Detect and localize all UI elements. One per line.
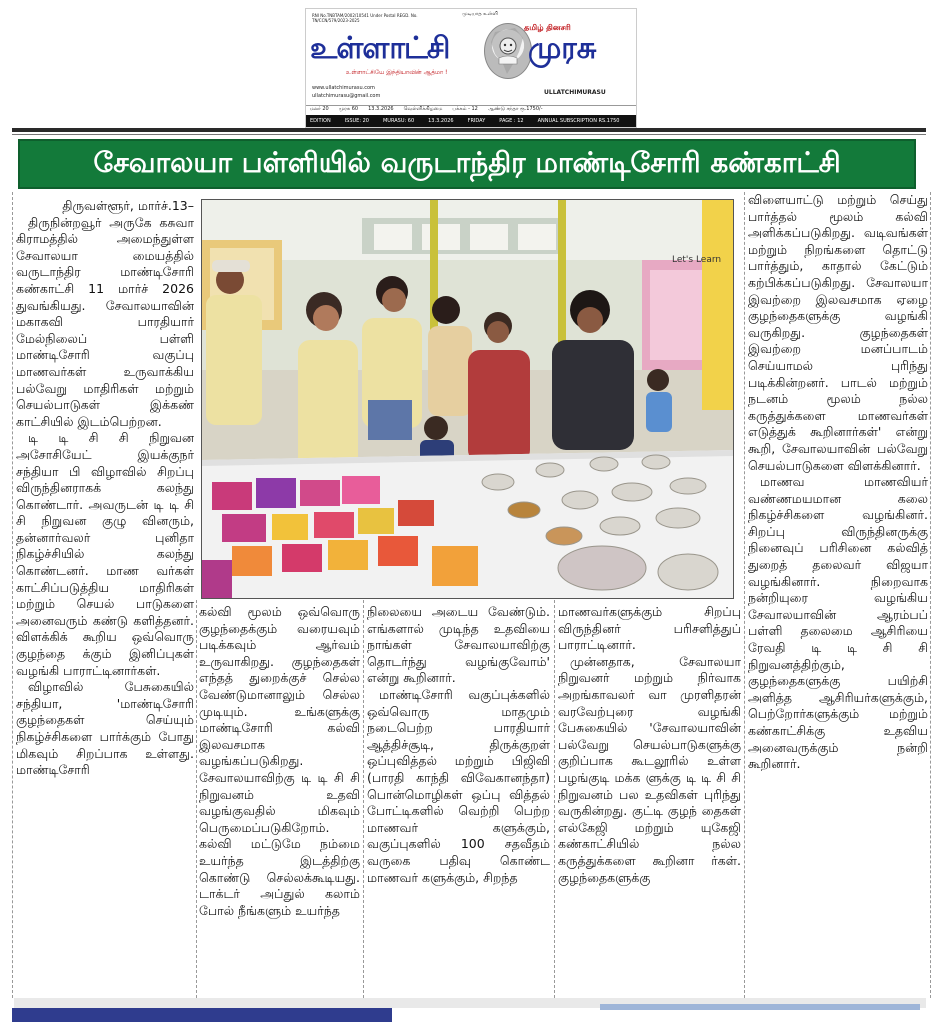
info-day: FRIDAY bbox=[467, 118, 486, 124]
article-paragraph: கல்வி மூலம் ஒவ்வொரு குழந்தைக்கும் வரையவும் படிக்கவும் ஆர்வம் உருவாகிறது. குழந்தைகள் எந்தத் துறைக்குச் செல்ல வேண்டுமானாலும் செல்ல முடியும். உங்களுக்கு மாண்டிசோரி கல்வி இலவசமாக வழங்கப்படுகிறது. சேவாலயாவிற்கு டி டி சி சி நிறுவனம் உதவி வழங்குவதில் மிகவும் பெருமைப்படுகிறோம். கல்வி மட்டுமே நம்மை உயர்ந்த இடத்திற்கு கொண்டு செல்லக்கூடியது. டாக்டர் அப்துல் கலாம் போல் நீங்களும் உயர்ந்த bbox=[199, 604, 360, 918]
article-photo bbox=[201, 199, 734, 599]
article-paragraph: மாணவர்களுக்கும் சிறப்பு விருந்தினர் பரிசளித்துப் பாராட்டினார். bbox=[558, 604, 741, 653]
masthead-title-right: முரசு bbox=[528, 31, 597, 66]
article-paragraph: மாணவ மாணவியர் வண்ணமயமான கலை நிகழ்ச்சிகளை வழங்கினர். சிறப்பு விருந்தினருக்கு நினைவுப் பரிசினை கல்வித் துறைத் தலைவர் விஜயா வழங்கினார். நிறைவாக நன்றியுரை வழங்கிய சேவாலயாவின் ஆரம்பப் பள்ளி தலைமை ஆசிரியை ரேவதி டி டி சி சி நிறுவனத்திற்கும், குழந்தைகளுக்கு பயிற்சி அளித்த ஆசிரியர்களுக்கும், பெற்றோர்களுக்கும் மற்றும் கண்காட்சிக்கு உதவிய அனைவருக்கும் நன்றி கூறினார். bbox=[748, 474, 928, 772]
article-dateline: திருவள்ளூர், மார்ச்.13– bbox=[62, 198, 194, 213]
article-paragraph: விளையாட்டு மற்றும் செய்து பார்த்தல் மூலம் கல்வி அளிக்கப்படுகிறது. வடிவங்கள் மற்றும் நிறங்களை தொட்டு பார்த்தும், காதால் கேட்டும் கற்பிக்கப்படுகிறது. சேவாலயா இவற்றை இலவசமாக ஏழை குழந்தைகளுக்கு வழங்கி வருகிறது. குழந்தைகள் இவற்றை மனப்பாடம் செய்யாமல் புரிந்து படிக்கின்றனர். பாடல் மற்றும் நடனம் மூலம் நல்ல கருத்துக்களை மாணவர்கள் எடுத்துக் கூறினார்கள்' என்று கூறி, சேவாலயாவின் பல்வேறு செயல்பாடுகளை விளக்கினார். bbox=[748, 192, 928, 473]
masthead-website: www.ullatchimurasu.com bbox=[312, 85, 375, 91]
masthead-info-row-english bbox=[306, 115, 636, 127]
info-page: PAGE : 12 bbox=[499, 118, 524, 124]
article-paragraph: டி டி சி சி நிறுவன அசோசியேட் இயக்குநர் சந்தியா பி விழாவில் சிறப்பு விருந்தினராகக் கலந்து கொண்டார். அவருடன் டி டி சி சி நிறுவன குழு வினரும், தன்னார்வலர் புனிதா நிகழ்ச்சியில் கலந்து கொண்டனர். மாண வர்கள் காட்சிப்படுத்திய மாதிரிகள் மற்றும் செயல் பாடுகளை அனைவரும் கண்டு களித்தனர். விளக்கிக் கூறிய ஒவ்வொரு குழந்தை க்கும் இனிப்புகள் வழங்கி பாராட்டினார்கள். bbox=[16, 430, 194, 678]
india-map-emblem-icon bbox=[485, 24, 531, 78]
top-rule-thin bbox=[12, 134, 926, 135]
info-date: 13.3.2026 bbox=[428, 118, 454, 124]
info-issue: ISSUE: 20 bbox=[344, 118, 369, 124]
masthead-info-row-tamil bbox=[306, 105, 636, 114]
column-separator bbox=[12, 192, 13, 998]
column-separator bbox=[554, 600, 555, 998]
photo-banner-text: Let's Learn bbox=[672, 255, 722, 265]
info-murasu: MURASU: 60 bbox=[382, 118, 415, 124]
info-edition: EDITION bbox=[310, 118, 331, 124]
article-column-4 bbox=[558, 604, 741, 886]
masthead bbox=[305, 8, 637, 128]
bottom-advert-strip bbox=[12, 1008, 392, 1022]
info-day-ta: வெள்ளிக்கிழமை bbox=[403, 106, 443, 112]
column-separator bbox=[196, 600, 197, 998]
article-column-3 bbox=[367, 604, 550, 886]
info-subscription-ta: ஆண்டு சந்தா ரூ.1750/- bbox=[487, 106, 543, 112]
newspaper-portrait-logo-icon bbox=[484, 23, 532, 79]
article-headline: சேவாலயா பள்ளியில் வருடாந்திர மாண்டிசோரி கண்காட்சி bbox=[18, 139, 916, 189]
column-separator bbox=[363, 600, 364, 998]
article-paragraph: விழாவில் பேசுகையில் சந்தியா, 'மாண்டிசோரி குழந்தைகள் செய்யும் நிகழ்ச்சிகளை பார்க்கும் போது மிகவும் சிறப்பாக உள்ளது. மாண்டிசோரி bbox=[16, 679, 194, 778]
masthead-registration: RNI No.TNBTAM/2002/10541 Under Postal REGD. No. TN/CCN/579/2023-2025 bbox=[312, 13, 418, 23]
masthead-title-left: உள்ளாட்சி bbox=[310, 31, 450, 66]
masthead-slogan-top: முடியாத உள்ளி bbox=[462, 11, 498, 17]
info-page-ta: பக்கம் - 12 bbox=[452, 106, 478, 112]
masthead-tagline: உள்ளாட்சியே இந்தியாவின் ஆத்மா ! bbox=[346, 69, 448, 76]
article-paragraph: முன்னதாக, சேவாலயா நிறுவனர் மற்றும் நிர்வாக அறங்காவலர் வா முரளிதரன் வரவேற்புரை வழங்கி பேசுகையில் 'சேவாலயாவின் பல்வேறு செயல்பாடுகளுக்கு குறிப்பாக கூடலூரில் உள்ள பழங்குடி மக்க ளுக்கு டி டி சி சி நிறுவனம் பல உதவிகள் புரிந்து வருகின்றது. குட்டி குழந் தைகள் எல்கேஜி மற்றும் யுகேஜி கண்காட்சியில் நல்ல கருத்துக்களை கூறினா ர்கள். குழந்தைகளுக்கு bbox=[558, 653, 741, 885]
bottom-strip bbox=[600, 1004, 920, 1010]
masthead-brand: ULLATCHIMURASU bbox=[544, 89, 606, 96]
article-column-2 bbox=[199, 604, 360, 919]
exhibition-photo bbox=[202, 200, 733, 598]
article-paragraph: மாண்டிசோரி வகுப்புக்களில் ஒவ்வொரு மாதமும் நடைபெற்ற பாரதியார் ஆத்திச்சூடி, திருக்குறள் ஒப்புவித்தல் மற்றும் பிஜிவி (பாரதி காந்தி விவேகானந்தா) பொன்மொழிகள் ஒப்பு வித்தல் போட்டிகளில் வெற்றி பெற்ற மாணவர் களுக்கும், வகுப்புகளில் 100 சதவீதம் வருகை பதிவு கொண்ட மாணவர் களுக்கும், சிறந்த bbox=[367, 686, 550, 885]
masthead-email: ullatchimurasu@gmail.com bbox=[312, 93, 381, 99]
column-separator bbox=[930, 192, 931, 998]
top-rule bbox=[12, 128, 926, 132]
info-subscription: ANNUAL SUBSCRIPTION RS.1750 bbox=[537, 118, 620, 124]
info-murasu-ta: முரசு 60 bbox=[338, 106, 359, 112]
article-column-5 bbox=[748, 192, 928, 773]
column-separator bbox=[744, 192, 745, 998]
article-column-1 bbox=[16, 198, 194, 779]
masthead-daily-label: தமிழ் தினசரி bbox=[524, 23, 571, 32]
article-paragraph: திருநின்றவூர் அருகே கசுவா கிராமத்தில் அமைந்துள்ள சேவாலயா மையத்தில் வருடாந்திர மாண்டிசோரி கண்காட்சி 11 மார்ச் 2026 துவங்கியது. சேவாலயாவின் மகாகவி பாரதியார் மேல்நிலைப் பள்ளி மாண்டிசோரி வகுப்பு மாணவர்கள் உருவாக்கிய பல்வேறு மாதிரிகள் மற்றும் செயல்பாடுகள் இக்கண் காட்சியில் இடம்பெற்றன. bbox=[16, 214, 194, 429]
info-date-ta: 13.3.2026 bbox=[368, 106, 394, 112]
info-edition-ta: மலர் 20 bbox=[310, 106, 329, 112]
article-paragraph: நிலையை அடைய வேண்டும். எங்களால் முடிந்த உதவியை நாங்கள் சேவாலயாவிற்கு தொடர்ந்து வழங்குவோம்' என்று கூறினார். bbox=[367, 604, 550, 686]
